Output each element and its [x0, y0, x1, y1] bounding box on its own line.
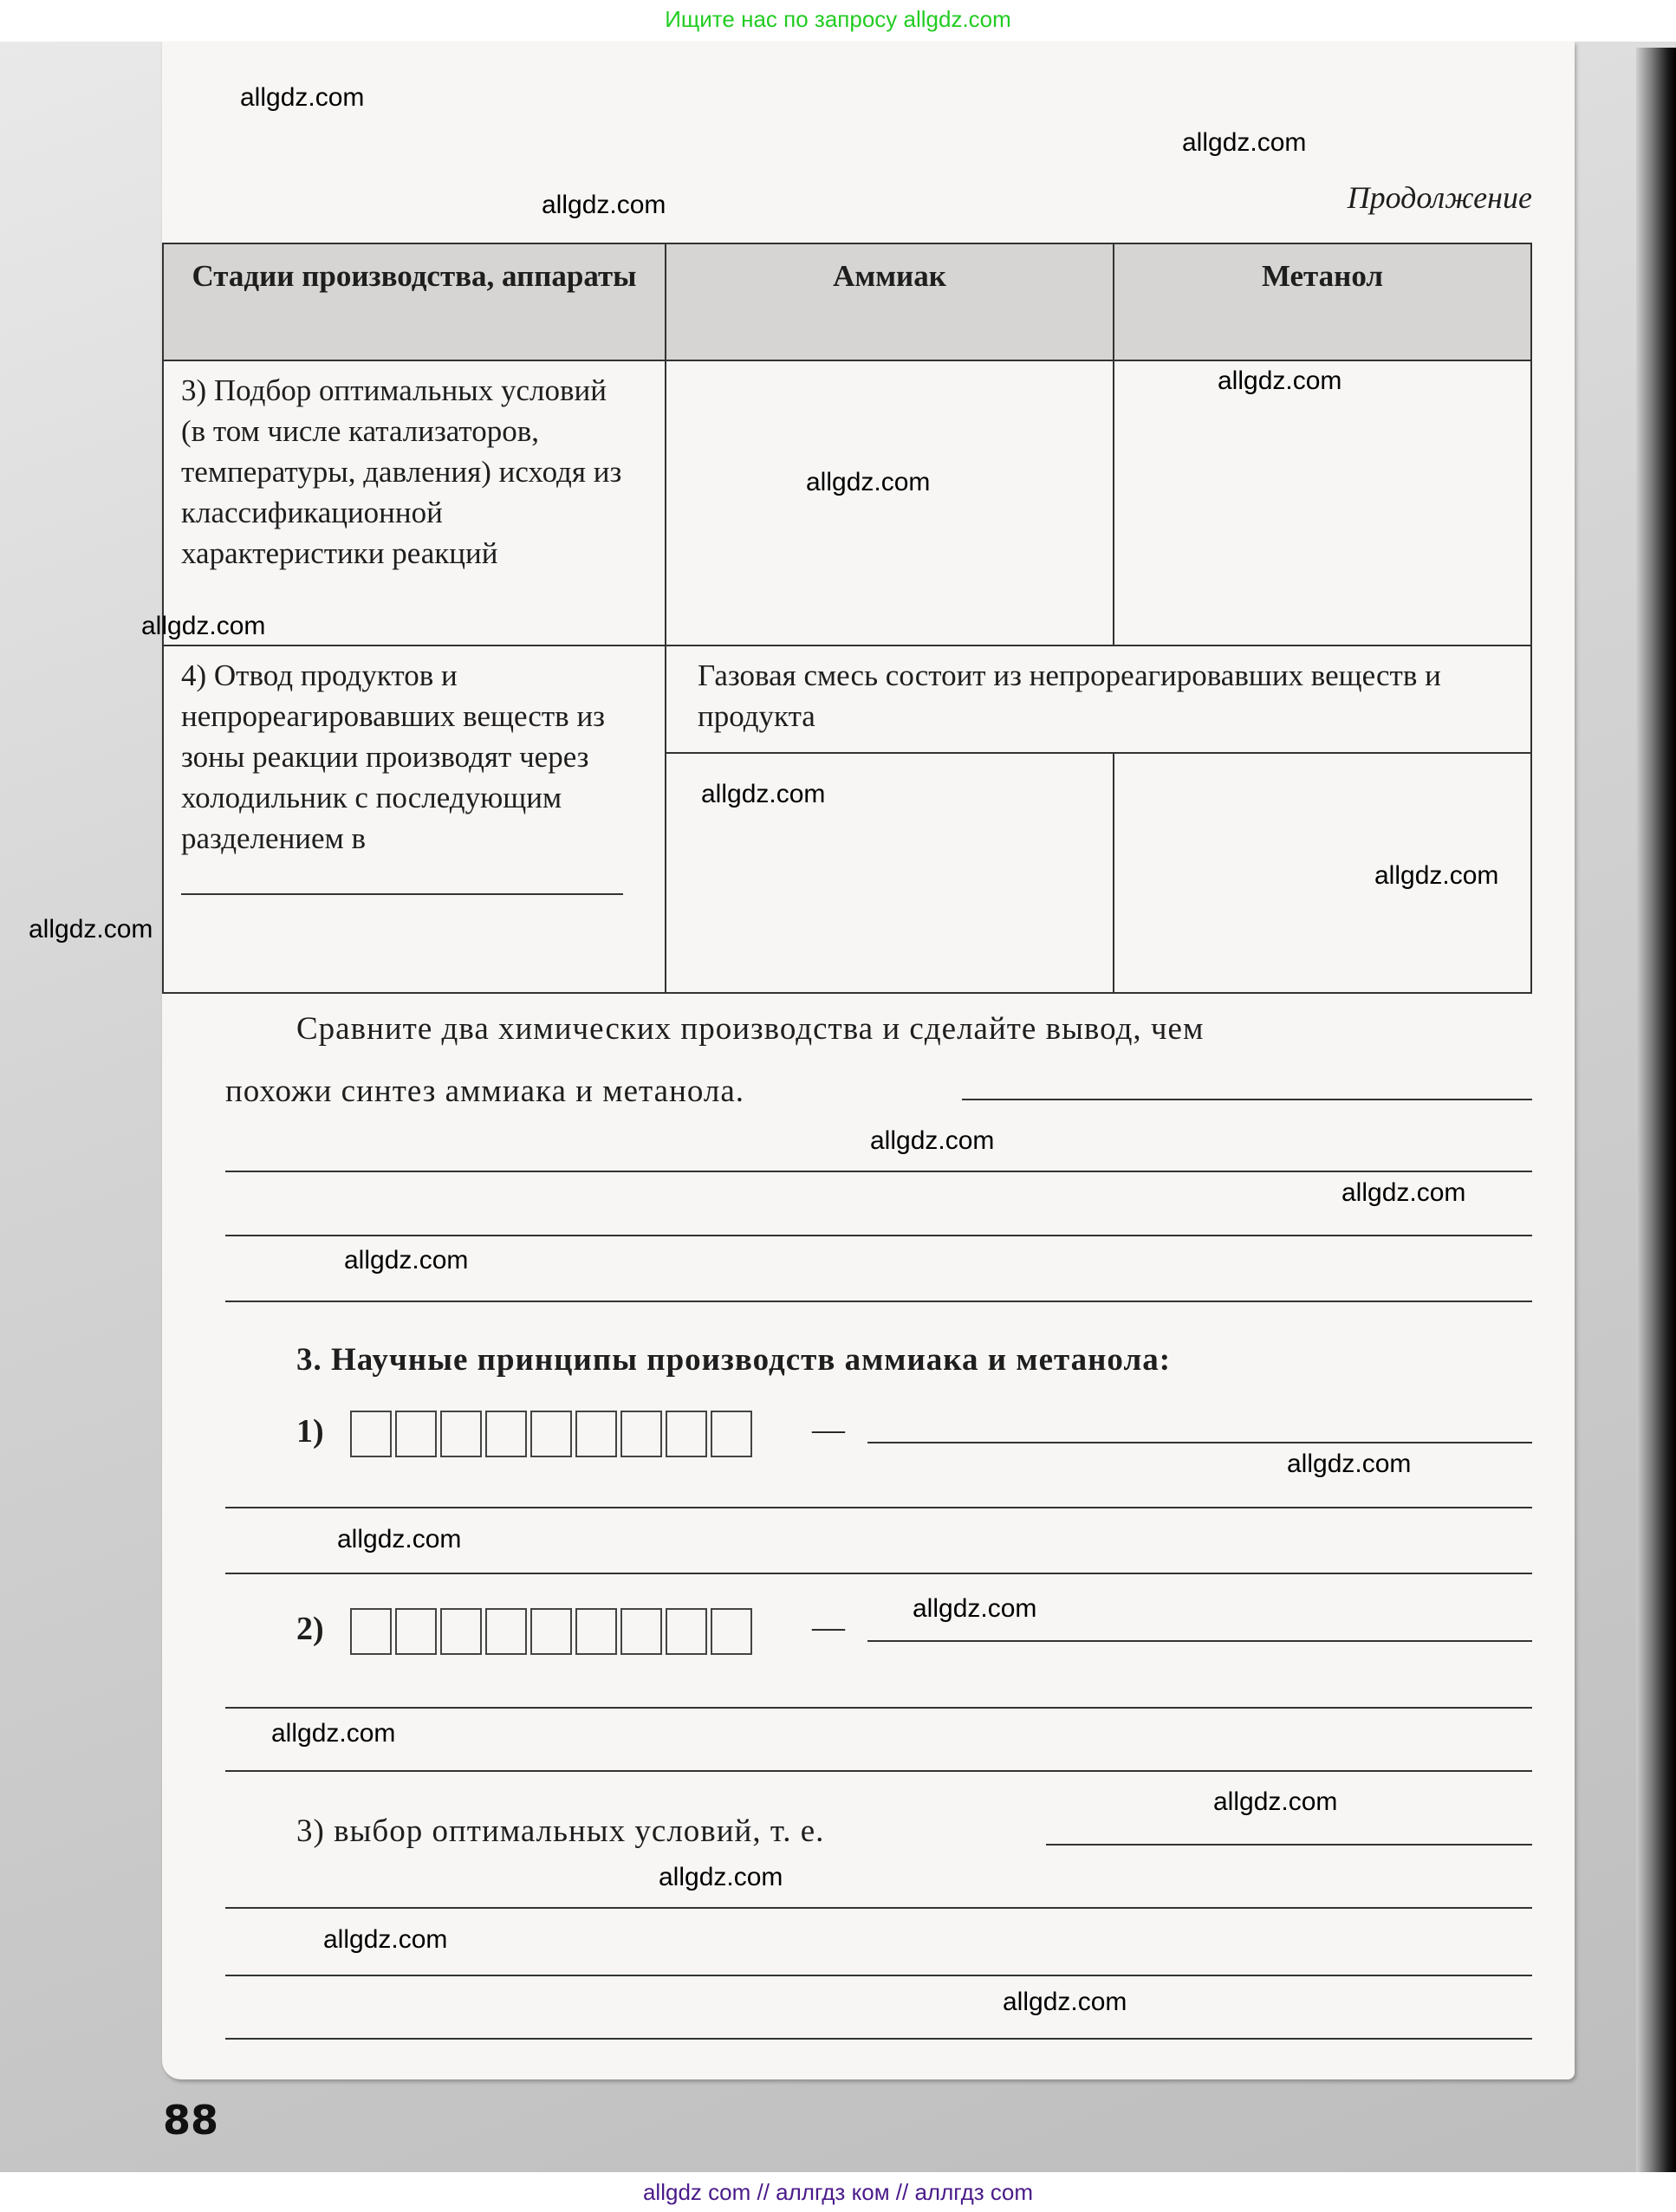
item1-dash: — [812, 1411, 845, 1448]
book-edge [1636, 48, 1676, 2172]
letter-box[interactable] [620, 1608, 662, 1655]
item1-letter-boxes[interactable] [350, 1411, 752, 1457]
letter-box[interactable] [440, 1411, 482, 1457]
table-row [163, 360, 1531, 645]
letter-box[interactable] [485, 1411, 527, 1457]
stage-cell-3: 3) Подбор оптимальных условий (в том числе катализаторов, температуры, давления) исходя из классификационной характеристики реакций [163, 360, 666, 645]
letter-box[interactable] [530, 1608, 572, 1655]
letter-box[interactable] [711, 1608, 752, 1655]
watermark: allgdz.com [1218, 367, 1342, 395]
letter-box[interactable] [575, 1608, 617, 1655]
watermark: allgdz.com [913, 1594, 1037, 1623]
letter-box[interactable] [395, 1608, 437, 1655]
task3-title: 3. Научные принципы производств аммиака и метанола: [296, 1342, 1172, 1378]
page-number: 88 [163, 2097, 219, 2144]
item2-number: 2) [296, 1611, 324, 1647]
item1-number: 1) [296, 1413, 324, 1450]
task2-line2: похожи синтез аммиака и метанола. [225, 1074, 745, 1109]
header-methanol: Метанол [1114, 243, 1531, 360]
header-stages: Стадии производства, аппараты [163, 243, 666, 360]
bottom-banner[interactable]: allgdz com // аллгдз ком // аллгдз com [0, 2172, 1676, 2212]
answer-line[interactable] [225, 1907, 1532, 1909]
item3-text: 3) выбор оптимальных условий, т. е. [296, 1813, 825, 1849]
letter-box[interactable] [440, 1608, 482, 1655]
watermark: allgdz.com [271, 1719, 396, 1748]
letter-box[interactable] [350, 1411, 392, 1457]
merged-cell-4: Газовая смесь состоит из непрореагировавших веществ и продукта [666, 645, 1531, 753]
answer-line[interactable] [1046, 1844, 1532, 1845]
watermark: allgdz.com [701, 780, 826, 808]
answer-line[interactable] [225, 1301, 1532, 1302]
letter-box[interactable] [395, 1411, 437, 1457]
letter-box[interactable] [620, 1411, 662, 1457]
item2-dash: — [812, 1609, 845, 1645]
task2-line1: Сравните два химических производства и сделайте вывод, чем [296, 1011, 1205, 1047]
watermark: allgdz.com [806, 468, 931, 496]
letter-box[interactable] [575, 1411, 617, 1457]
continuation-label: Продолжение [1347, 180, 1532, 215]
letter-box[interactable] [350, 1608, 392, 1655]
watermark: allgdz.com [1003, 1988, 1127, 2016]
answer-line[interactable] [867, 1640, 1532, 1642]
watermark: allgdz.com [1341, 1178, 1466, 1207]
item2-letter-boxes[interactable] [350, 1608, 752, 1655]
watermark: allgdz.com [141, 612, 266, 640]
letter-box[interactable] [711, 1411, 752, 1457]
stage-cell-4 [163, 645, 666, 993]
watermark: allgdz.com [344, 1246, 469, 1275]
watermark: allgdz.com [1374, 861, 1499, 890]
answer-line[interactable] [867, 1442, 1532, 1443]
watermark: allgdz.com [542, 191, 666, 219]
watermark: allgdz.com [1287, 1450, 1412, 1478]
stage-4-text: 4) Отвод продуктов и непрореагировавших веществ из зоны реакции производят через холодильник с последующим разделением в [181, 658, 606, 855]
watermark: allgdz.com [659, 1863, 783, 1891]
table-row [163, 645, 1531, 753]
answer-line[interactable] [225, 1507, 1532, 1508]
stage-4-fill-line[interactable] [181, 893, 623, 895]
watermark: allgdz.com [870, 1126, 995, 1155]
answer-line[interactable] [225, 1975, 1532, 1976]
top-banner[interactable]: Ищите нас по запросу allgdz.com [0, 0, 1676, 42]
watermark: allgdz.com [240, 83, 365, 112]
header-ammonia: Аммиак [666, 243, 1114, 360]
answer-line[interactable] [225, 1770, 1532, 1772]
comparison-table [162, 243, 1532, 994]
answer-line[interactable] [225, 1707, 1532, 1709]
letter-box[interactable] [485, 1608, 527, 1655]
watermark: allgdz.com [1182, 128, 1307, 157]
watermark: allgdz.com [337, 1525, 462, 1554]
watermark: allgdz.com [29, 915, 153, 944]
answer-line[interactable] [225, 2038, 1532, 2040]
table-header-row [163, 243, 1531, 360]
answer-line[interactable] [225, 1235, 1532, 1236]
letter-box[interactable] [666, 1608, 707, 1655]
answer-line[interactable] [962, 1099, 1532, 1100]
answer-line[interactable] [225, 1573, 1532, 1574]
methanol-cell-3[interactable] [1114, 360, 1531, 645]
letter-box[interactable] [530, 1411, 572, 1457]
answer-line[interactable] [225, 1171, 1532, 1172]
watermark: allgdz.com [323, 1925, 448, 1954]
letter-box[interactable] [666, 1411, 707, 1457]
ammonia-cell-3[interactable] [666, 360, 1114, 645]
watermark: allgdz.com [1213, 1787, 1338, 1816]
